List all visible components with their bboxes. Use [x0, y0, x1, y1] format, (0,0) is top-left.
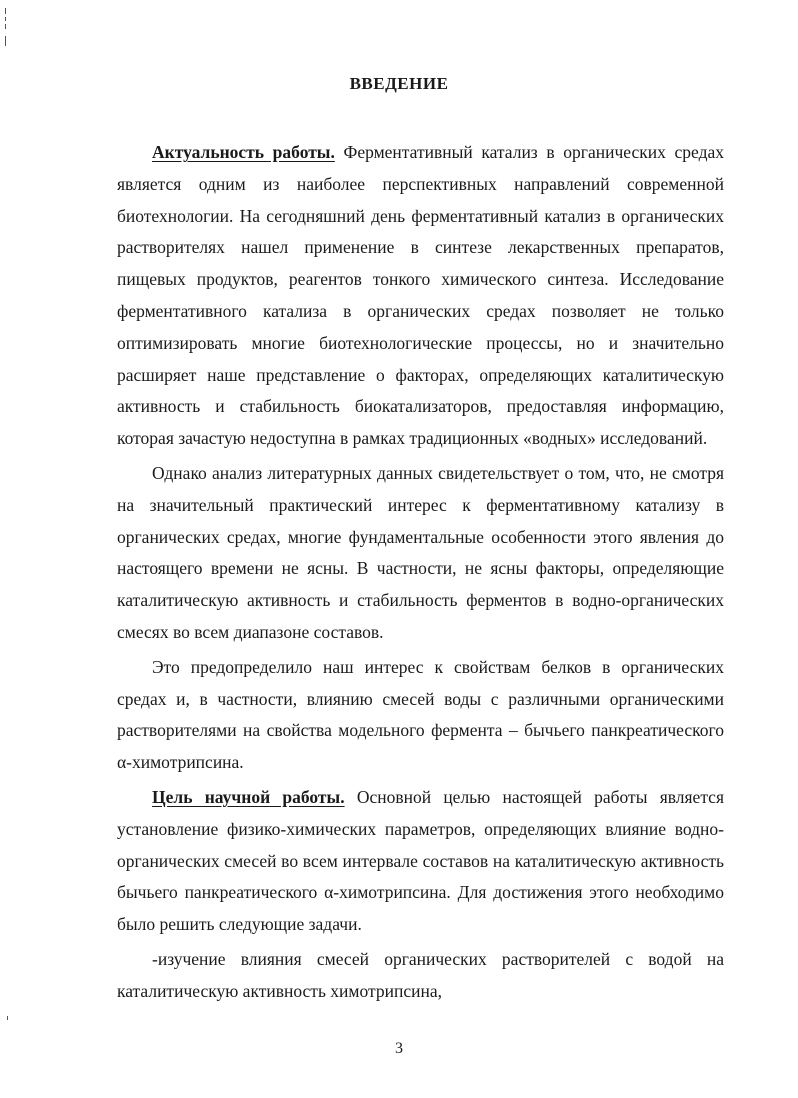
- paragraph-lead: Цель научной работы.: [152, 786, 345, 807]
- paragraph-text: Однако анализ литературных данных свидетельствует о том, что, не смотря на значительный практический интерес к ферментативному катализу в органических средах, многие фундаментальные особенности этого явления до настоящего времени не ясны. В частности, не ясны факторы, определяющие каталитическую активность и стабильность ферментов в водно-органических смесях во всем диапазоне составов.: [117, 462, 724, 642]
- paragraph-goal: [117, 782, 724, 941]
- scan-artifact: [7, 1016, 8, 1020]
- paragraph-lead: Актуальность работы.: [152, 142, 335, 162]
- scan-artifact: [5, 24, 6, 29]
- paragraph-task-list-item: [117, 944, 724, 1008]
- paragraph-relevance: [117, 137, 724, 455]
- paragraph-interest: [117, 652, 724, 779]
- paragraph-text: -изучение влияния смесей органических растворителей с водой на каталитическую активность химотрипсина,: [117, 948, 724, 1001]
- scan-artifact: [5, 8, 6, 14]
- paragraph-text: Основной целью настоящей работы является установление физико-химических параметров, определяющих влияние водно-органических смесей во всем интервале составов на каталитическую активность бычьего панкреатического α-химотрипсина. Для достижения этого необходимо было решить следующие задачи.: [117, 786, 725, 935]
- scan-artifact: [5, 36, 6, 46]
- body-text: [117, 137, 724, 1008]
- page-number: 3: [395, 1040, 403, 1057]
- scan-artifact: [5, 17, 6, 21]
- paragraph-text: Ферментативный катализ в органических средах является одним из наиболее перспективных направлений современной биотехнологии. На сегодняшний день ферментативный катализ в органических растворителях нашел применение в синтезе лекарственных препаратов, пищевых продуктов, реагентов тонкого химического синтеза. Исследование ферментативного катализа в органических средах позволяет не только оптимизировать многие биотехнологические процессы, но и значительно расширяет наше представление о факторах, определяющих каталитическую активность и стабильность биокатализаторов, предоставляя информацию, которая зачастую недоступна в рамках традиционных «водных» исследований.: [117, 142, 724, 449]
- paragraph-text: Это предопределило наш интерес к свойствам белков в органических средах и, в частности, влиянию смесей воды с различными органическими растворителями на свойства модельного фермента – бычьего панкреатического α-химотрипсина.: [117, 656, 724, 773]
- page-heading: ВВЕДЕНИЕ: [349, 74, 449, 93]
- paragraph-analysis: [117, 458, 724, 649]
